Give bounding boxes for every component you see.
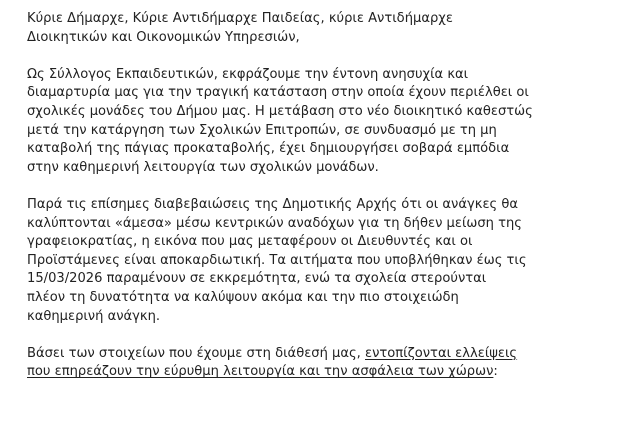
- underlined-text: που επηρεάζουν την εύρυθμη λειτουργία και την ασφάλεια των χώρων: [27, 364, 494, 380]
- paragraph-line: καλύπτονται «άμεσα» μέσω κεντρικών αναδόχων για τη δήθεν μείωση της: [27, 215, 522, 231]
- paragraph-line: σχολικές μονάδες του Δήμου μας. Η μετάβαση στο νέο διοικητικό καθεστώς: [27, 103, 533, 119]
- paragraph-deficiencies: [27, 345, 637, 382]
- underlined-text: εντοπίζονται ελλείψεις: [365, 345, 518, 361]
- paragraph-line: γραφειοκρατίας, η εικόνα που μας μεταφέρουν οι Διευθυντές και οι: [27, 234, 473, 250]
- paragraph-line: πλέον τη δυνατότητα να καλύψουν ακόμα και την πιο στοιχειώδη: [27, 289, 459, 305]
- paragraph-line: διαμαρτυρία μας για την τραγική κατάσταση στην οποία έχουν περιέλθει οι: [27, 85, 529, 101]
- paragraph-line: καταβολή της πάγιας προκαταβολής, έχει δημιουργήσει σοβαρά εμπόδια: [27, 141, 510, 157]
- paragraph-line: καθημερινή ανάγκη.: [27, 308, 161, 324]
- salutation-line: Κύριε Δήμαρχε, Κύριε Αντιδήμαρχε Παιδείας, κύριε Αντιδήμαρχε: [27, 11, 453, 26]
- paragraph-line: Ως Σύλλογος Εκπαιδευτικών, εκφράζουμε την έντονη ανησυχία και: [27, 66, 469, 82]
- paragraph-line: μετά την κατάργηση των Σχολικών Επιτροπών, σε συνδυασμό με τη μη: [27, 122, 497, 138]
- salutation: [27, 10, 637, 47]
- paragraph-line: στην καθημερινή λειτουργία των σχολικών μονάδων.: [27, 159, 379, 175]
- paragraph-line: Παρά τις επίσημες διαβεβαιώσεις της Δημοτικής Αρχής ότι οι ανάγκες θα: [27, 196, 519, 212]
- paragraph-line: [27, 345, 637, 364]
- plain-text: :: [493, 364, 498, 380]
- paragraph-concern: [27, 66, 637, 178]
- paragraph-line: [27, 363, 637, 382]
- letter-body: [27, 10, 637, 400]
- plain-text: Βάσει των στοιχείων που έχουμε στη διάθεσή μας,: [27, 345, 366, 361]
- paragraph-line: Προϊστάμενες είναι αποκαρδιωτική. Τα αιτήματα που υποβλήθηκαν έως τις: [27, 252, 527, 268]
- paragraph-assurances: [27, 196, 637, 326]
- salutation-line: Διοικητικών και Οικονομικών Υπηρεσιών,: [27, 29, 300, 45]
- paragraph-line: 15/03/2026 παραμένουν σε εκκρεμότητα, ενώ τα σχολεία στερούνται: [27, 271, 487, 287]
